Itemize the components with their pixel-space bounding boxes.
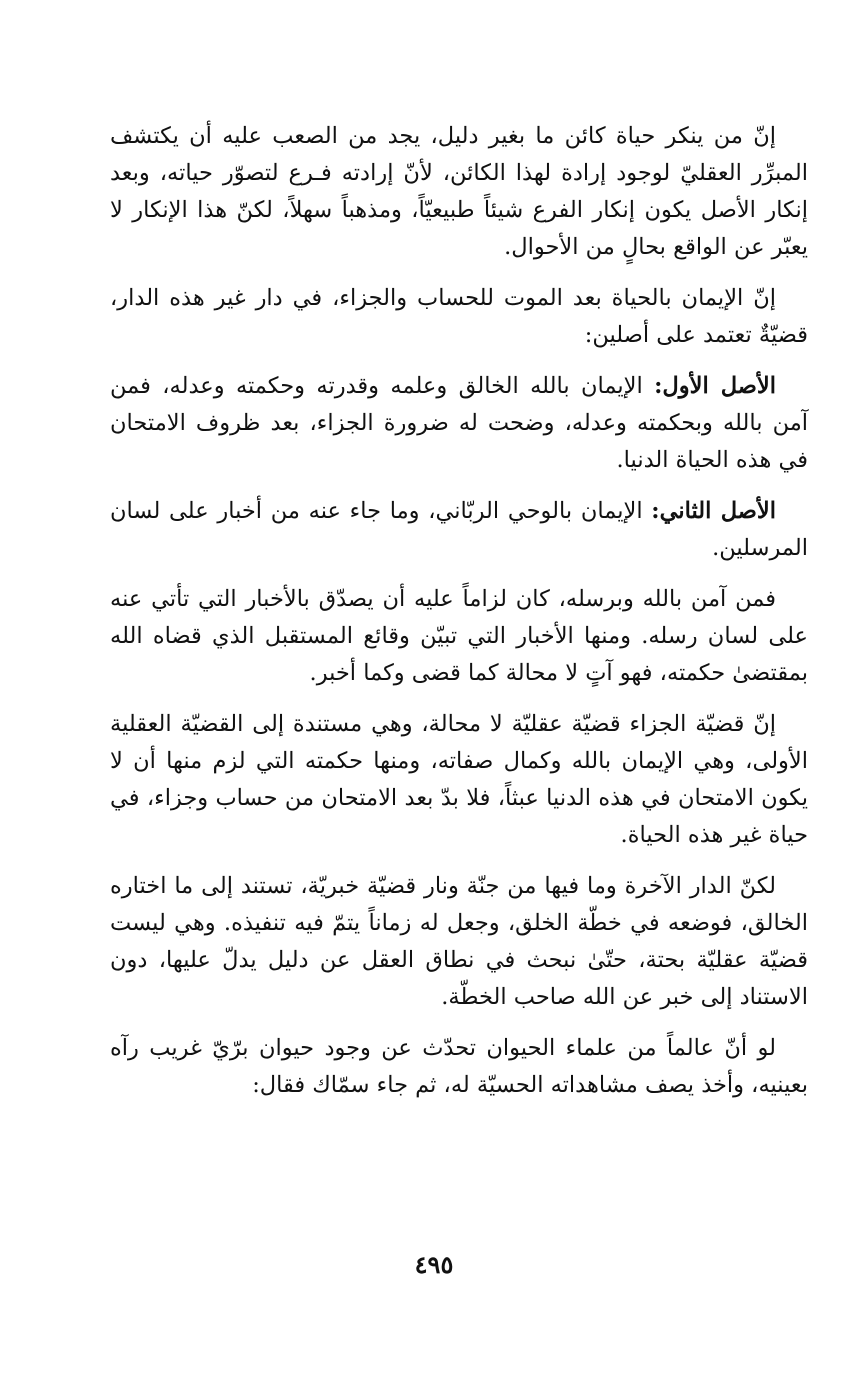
- paragraph-5: [110, 581, 808, 692]
- paragraph-text: الإيمان بالوحي الربّاني، وما جاء عنه من أخبار على لسان المرسلين.: [110, 498, 808, 561]
- paragraph-text: لكنّ الدار الآخرة وما فيها من جنّة ونار قضيّة خبريّة، تستند إلى ما اختاره الخالق، فوضعه في خطّة الخلق، وجعل له زماناً يتمّ فيه تنفيذه. وهي ليست قضيّة عقليّة بحتة، حتّىٰ نبحث في نطاق العقل عن دليل يدلّ عليها، دون الاستناد إلى خبر عن الله صاحب الخطّة.: [110, 873, 808, 1010]
- paragraph-1: [110, 118, 808, 266]
- paragraph-3: [110, 368, 808, 479]
- paragraph-6: [110, 706, 808, 854]
- paragraph-text: فمن آمن بالله وبرسله، كان لزاماً عليه أن يصدّق بالأخبار التي تأتي عنه على لسان رسله. ومنها الأخبار التي تبيّن وقائع المستقبل الذي قضاه الله بمقتضىٰ حكمته، فهو آتٍ لا محالة كما قضى وكما أخبر.: [110, 586, 808, 686]
- paragraph-text: الإيمان بالله الخالق وعلمه وقدرته وحكمته وعدله، فمن آمن بالله وبحكمته وعدله، وضحت له ضرورة الجزاء، بعد ظروف الامتحان في هذه الحياة الدنيا.: [110, 373, 808, 473]
- paragraph-lead: الأصل الأول:: [654, 373, 776, 399]
- paragraph-text: إنّ الإيمان بالحياة بعد الموت للحساب والجزاء، في دار غير هذه الدار، قضيّةٌ تعتمد على أصلين:: [110, 285, 808, 348]
- paragraph-lead: الأصل الثاني:: [651, 498, 776, 524]
- paragraph-text: لو أنّ عالماً من علماء الحيوان تحدّث عن وجود حيوان برّيّ غريب رآه بعينيه، وأخذ يصف مشاهداته الحسيّة له، ثم جاء سمّاك فقال:: [110, 1035, 808, 1098]
- page-number: ٤٩٥: [414, 1250, 454, 1279]
- paragraph-4: [110, 493, 808, 567]
- paragraph-8: [110, 1030, 808, 1104]
- paragraph-2: [110, 280, 808, 354]
- paragraph-text: إنّ قضيّة الجزاء قضيّة عقليّة لا محالة، وهي مستندة إلى القضيّة العقلية الأولى، وهي الإيمان بالله وكمال صفاته، ومنها حكمته التي لزم منها أن لا يكون الامتحان في هذه الدنيا عبثاً، فلا بدّ بعد الامتحان من حساب وجزاء، في حياة غير هذه الحياة.: [110, 711, 808, 848]
- paragraph-7: [110, 868, 808, 1016]
- page-body: [110, 118, 808, 1118]
- paragraph-text: إنّ من ينكر حياة كائن ما بغير دليل، يجد من الصعب عليه أن يكتشف المبرِّر العقليّ لوجود إرادة لهذا الكائن، لأنّ إرادته فـرع لتصوّر حياته، وبعد إنكار الأصل يكون إنكار الفرع شيئاً طبيعيّاً، ومذهباً سهلاً، لكنّ هذا الإنكار لا يعبّر عن الواقع بحالٍ من الأحوال.: [110, 123, 808, 260]
